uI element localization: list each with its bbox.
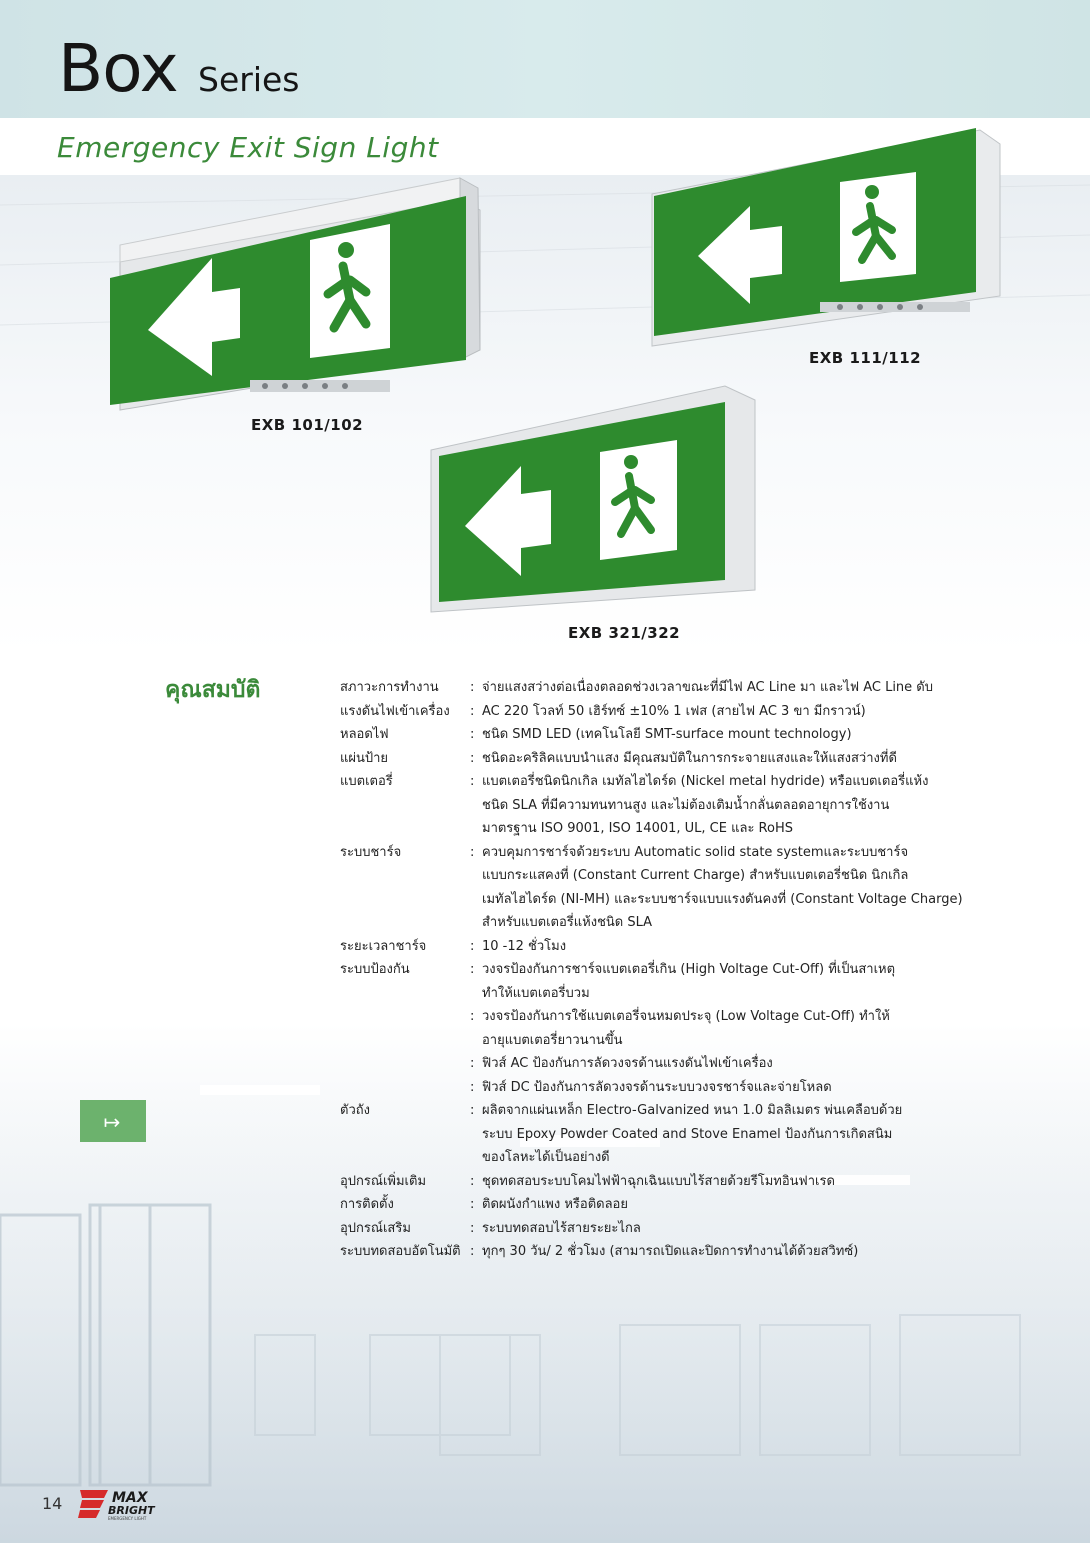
spec-value-line: แบบกระแสคงที่ (Constant Current Charge) สำหรับแบตเตอรี่ชนิด นิกเกิล — [482, 868, 909, 883]
spec-row — [340, 700, 940, 724]
spec-value — [482, 1005, 940, 1052]
spec-label: ระบบชาร์จ — [340, 844, 402, 860]
spec-value-line: ชนิด SLA ที่มีความทนทานสูง และไม่ต้องเติมน้ำกลั่นตลอดอายุการใช้งาน — [482, 797, 890, 813]
max-bright-logo — [78, 1486, 178, 1526]
spec-value — [482, 1052, 940, 1076]
spec-label — [340, 1052, 470, 1076]
spec-value-line: มาตรฐาน ISO 9001, ISO 14001, UL, CE และ RoHS — [482, 821, 793, 836]
spec-row — [340, 1005, 940, 1052]
spec-row — [340, 1240, 940, 1264]
spec-row — [340, 1217, 940, 1241]
spec-label: อุปกรณ์เสริม — [340, 1220, 411, 1236]
spec-value-line: ติดผนังกำแพง หรือติดลอย — [482, 1197, 628, 1212]
spec-label — [340, 1076, 470, 1100]
spec-table — [340, 676, 963, 1264]
spec-value-line: ระบบทดสอบไร้สายระยะไกล — [482, 1220, 641, 1236]
exit-sign-exb-111-112 — [640, 124, 1010, 358]
spec-row — [340, 1076, 940, 1100]
spec-value-line: วงจรป้องกันการใช้แบตเตอรี่จนหมดประจุ (Low Voltage Cut-Off) ทำให้ — [482, 1009, 890, 1024]
spec-colon: : — [470, 938, 475, 954]
spec-row — [340, 841, 963, 935]
spec-row — [340, 1099, 940, 1170]
spec-colon: : — [470, 1197, 475, 1212]
page-subtitle: Emergency Exit Sign Light — [57, 131, 439, 164]
spec-label: ระบบป้องกัน — [340, 962, 410, 977]
spec-value — [482, 1193, 940, 1217]
spec-label: แบตเตอรี่ — [340, 774, 393, 789]
spec-value-line: ชนิด SMD LED (เทคโนโลยี SMT-surface mount technology) — [482, 727, 852, 742]
spec-value — [482, 1076, 940, 1100]
svg-text:↦: ↦ — [103, 1110, 121, 1134]
spec-row — [340, 747, 940, 771]
page-title-series: Series — [198, 60, 300, 99]
spec-colon: : — [470, 1220, 475, 1236]
svg-text:BRIGHT: BRIGHT — [108, 1504, 155, 1517]
spec-label: แผ่นป้าย — [340, 750, 389, 766]
spec-colon: : — [470, 680, 475, 695]
product-model-label: EXB 111/112 — [809, 349, 922, 367]
spec-row — [340, 1170, 940, 1194]
spec-row — [340, 935, 940, 959]
spec-value — [482, 958, 940, 1005]
spec-colon: : — [470, 1244, 475, 1259]
spec-value — [482, 747, 940, 771]
spec-value — [482, 700, 940, 724]
spec-value-line: ควบคุมการชาร์จด้วยระบบ Automatic solid state systemและระบบชาร์จ — [482, 844, 909, 860]
spec-label: ระบบทดสอบอัตโนมัติ — [340, 1244, 461, 1259]
spec-value-line: AC 220 โวลท์ 50 เฮิร์ทซ์ ±10% 1 เฟส (สายไฟ AC 3 ขา มีกราวน์) — [482, 703, 866, 719]
spec-label: สภาวะการทำงาน — [340, 680, 439, 695]
product-model-label: EXB 321/322 — [568, 624, 681, 642]
spec-value — [482, 935, 940, 959]
spec-colon: : — [470, 750, 475, 766]
spec-value-line: อายุแบตเตอรี่ยาวนานขึ้น — [482, 1032, 623, 1048]
spec-value — [482, 723, 940, 747]
spec-row — [340, 676, 940, 700]
spec-value-line: ชนิดอะคริลิคแบบนำแสง มีคุณสมบัติในการกระจายแสงและให้แสงสว่างที่ดี — [482, 750, 897, 766]
spec-value-line: เมทัลไฮไดร์ด (NI-MH) และระบบชาร์จแบบแรงดันคงที่ (Constant Voltage Charge) — [482, 891, 963, 907]
spec-value — [482, 770, 940, 841]
spec-value-line: วงจรป้องกันการชาร์จแบตเตอรี่เกิน (High Voltage Cut-Off) ที่เป็นสาเหตุ — [482, 962, 896, 977]
spec-row — [340, 1193, 940, 1217]
page-title: Box — [58, 30, 178, 107]
spec-colon: : — [470, 1103, 475, 1118]
spec-value — [482, 1170, 940, 1194]
spec-label — [340, 1005, 470, 1052]
spec-colon: : — [470, 1056, 475, 1071]
spec-heading: คุณสมบัติ — [165, 677, 261, 703]
spec-colon: : — [470, 1009, 475, 1024]
spec-label: การติดตั้ง — [340, 1197, 394, 1212]
spec-value-line: แบตเตอรี่ชนิดนิกเกิล เมทัลไฮไดร์ด (Nickel metal hydride) หรือแบตเตอรี่แห้ง — [482, 774, 929, 789]
spec-value-line: ทำให้แบตเตอรี่บวม — [482, 985, 590, 1001]
spec-value — [482, 1217, 940, 1241]
spec-value-line: ทุกๆ 30 วัน/ 2 ชั่วโมง (สามารถเปิดและปิดการทำงานได้ด้วยสวิทซ์) — [482, 1244, 859, 1259]
spec-row — [340, 770, 940, 841]
spec-value — [482, 1099, 940, 1170]
spec-value-line: ชุดทดสอบระบบโคมไฟฟ้าฉุกเฉินแบบไร้สายด้วยรีโมทอินฟาเรด — [482, 1173, 835, 1189]
spec-colon: : — [470, 774, 475, 789]
spec-value-line: ฟิวส์ DC ป้องกันการลัดวงจรด้านระบบวงจรชาร์จและจ่ายโหลด — [482, 1079, 832, 1095]
exit-sign-exb-321-322 — [425, 380, 765, 619]
spec-label: หลอดไฟ — [340, 727, 389, 742]
spec-label: แรงดันไฟเข้าเครื่อง — [340, 703, 450, 719]
spec-colon: : — [470, 703, 475, 719]
spec-value-line: สำหรับแบตเตอรี่แห้งชนิด SLA — [482, 915, 653, 930]
product-model-label: EXB 101/102 — [251, 416, 364, 434]
spec-colon: : — [470, 1173, 475, 1189]
spec-value — [482, 1240, 940, 1264]
spec-value-line: ฟิวส์ AC ป้องกันการลัดวงจรด้านแรงดันไฟเข้าเครื่อง — [482, 1056, 773, 1071]
spec-row — [340, 723, 940, 747]
svg-text:MAX: MAX — [112, 1490, 148, 1506]
spec-label: ตัวถัง — [340, 1103, 370, 1118]
spec-value — [482, 676, 940, 700]
spec-value-line: ผลิตจากแผ่นเหล็ก Electro-Galvanized หนา 1.0 มิลลิเมตร พ่นเคลือบด้วย — [482, 1103, 903, 1118]
spec-colon: : — [470, 844, 475, 860]
spec-label: ระยะเวลาชาร์จ — [340, 938, 427, 954]
page-number: 14 — [42, 1494, 63, 1513]
spec-row — [340, 1052, 940, 1076]
spec-colon: : — [470, 1079, 475, 1095]
spec-colon: : — [470, 727, 475, 742]
svg-text:EMERGENCY LIGHT: EMERGENCY LIGHT — [108, 1516, 147, 1521]
spec-value-line: 10 -12 ชั่วโมง — [482, 938, 567, 954]
spec-value-line: ระบบ Epoxy Powder Coated and Stove Enamel ป้องกันการเกิดสนิม — [482, 1126, 893, 1142]
spec-value — [482, 841, 963, 935]
spec-label: อุปกรณ์เพิ่มเติม — [340, 1173, 427, 1189]
spec-value-line: จ่ายแสงสว่างต่อเนื่องตลอดช่วงเวลาขณะที่มีไฟ AC Line มา และไฟ AC Line ดับ — [482, 680, 933, 695]
spec-value-line: ของโลหะได้เป็นอย่างดี — [482, 1150, 610, 1165]
spec-colon: : — [470, 962, 475, 977]
spec-row — [340, 958, 940, 1005]
